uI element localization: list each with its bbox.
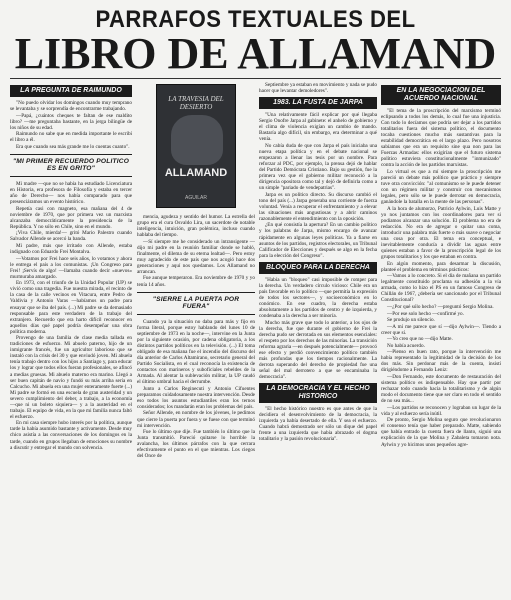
paragraph: "El hecho histórico nuestro es que antes de que la decidiera el desenvolvimiento de la democracia, la izquierda ya había desertado de ella. Y sea el esfuerzo. Cuando habrá demostrado ser sólo un dique del papel frente a una izquierda que había abrazado el dogma totalitario y la pasión revolucionaria". — [259, 406, 377, 443]
book-cover-title: LA TRAVESIA DEL DESIERTO — [168, 95, 224, 111]
paragraph: "No puedo olvidar los domingos cuando muy temprano se levantaba y se sorprendía de encontrarme trabajando. — [10, 100, 132, 113]
paragraph: En algún momento, para desarmar la discusión, planteé el problema en términos prácticos: — [381, 260, 501, 273]
paragraph: Septiembre ya estaban en movimiento y nada se pudo hacer que levantar demoledores". — [259, 82, 377, 95]
paragraph: No había acuerdo. — [387, 342, 425, 349]
book-cover-image — [156, 84, 236, 208]
paragraph: Mucho más grave que todo lo anterior, a los ojos de la derecha, fue que durante el gobierno de Frei la derecha pudo ser derrotada en sus elementos esenciales: el respeto por los derechos de las minorías. La transición reforma agraria —en después potencialmente— provocó ese efecto y perdió convencimiento político también más profundas que los tiempos racionalmente. La derrota superando del derecho de propiedad fue una señal del mal derrotero a que se encaminaba la democracia". — [259, 319, 377, 380]
paragraph: —A mí me parece que sí —dijo Aylwin—. Tiendo a creer que sí. — [381, 323, 501, 336]
paragraph: —Los partidos se reconocen y lograban un lugar de la vida y al esfuerzo sería inútil. — [381, 404, 501, 417]
column-3 — [259, 82, 377, 594]
paragraph: —¿Por qué sólo hecho? —preguntó Sergio Molina. — [387, 304, 494, 310]
paragraph: "Una relativamente fácil explicar por qué llegaba Sergio Onofre Jarpa al gabinete: el anhelo de gobierno y el clima de violencia exigían un cambio de mando. Bastaría algo difícil, sin embargo, era determinar a qué venía. — [259, 112, 377, 143]
paragraph: Cuando ya la situación no daba para más y fijo en forma literal, porque estoy hablando del lunes 10 de septiembre de 1973 en la noche—, intervine en la Junta por la siguiente ocasión, por cadena obligatoria, a los distintos partidos políticos en la televisión. (...) El toma obligado de esa mañana fue el incendio del discurso del día anterior de Carlos Altamirano, secretario general del Partido Socialista, en el cual reconocía la existencia de contactos con marineros y suboficiales rebeldes de la Armada. Al alentar la sublevación militar, la UP caudó el último umbral hacia el derrumbe. — [137, 318, 255, 386]
paragraph: mencia, agudeza y sentido del humor. La estrella del grupo era el cura Osvaldo Lira, un sacerdote de notable inteligencia, intuición, gran polémica, incluso cuando hablaba del tiempo. — [137, 214, 255, 239]
column-1 — [10, 82, 132, 594]
article-headline: LIBRO DE ALLAMAND — [14, 29, 497, 78]
paragraph: Junto a Carlos Reginecuti y Antonio Cifuentes preparamos cuidadosamente nuestra intervención. Desde eso todos los asuntos estudiantiles eran los ternos considerados; los mandarán eran los problemas del país. — [137, 385, 255, 410]
paragraph: Mi padre, más que irritado con Allende, estaba indignado con Eduardo Frei Montalva. — [10, 243, 132, 256]
paragraph: —Don Fernando, este documento de restauración del sistema político es indispensable. Hay que partir por rechazar todo cuando hacia la totalitarismo y de algún modo el documento tiene que ser claro en todo el sentido de no sea más... — [381, 374, 501, 405]
paragraph: Se produjo un silencio. — [387, 317, 435, 324]
subhead-democracia-hecho-historico: LA DEMOCRACIA Y EL HECHO HISTORICO — [259, 383, 377, 403]
paragraph: —Pienso en buen rato, porque la intervención me había representado la legitimidad de la decisión de los dos más. Sin perdonar más de la cuenta, insistí dirigiéndome a Fernando Leniz: — [381, 349, 501, 374]
subhead-bloqueo-derecha: BLOQUEO PARA LA DERECHA — [259, 262, 377, 274]
paragraph: ¿En qué consistía la apertura? En un cambio político y los palabras de Jarpa, mismo encargo de avanzar rápidamente en algunas leyes políticas. Ya a fiarse en asuntos de los partidos, registros electorales, un Tribunal Calificador de Elecciones y después se algo en la fecha para la elección del Congreso". — [259, 222, 377, 259]
paragraph: En 1973, con el triunfo de la Unidad Popular (UP) se vivió como una tragedia. Fue nuestra mirada, el recinto de la casa de la calle vecinos en Vitacura, entre Pedro de Valdivia y Antonio Varas —habíamos un padre para ensayar que se iba del país. (...) Mi padre se da demasiado responsable para este verdadero de la trabajo del extranjero. Recuerdo que era harto difícil reconocer en aquellos días qué papel podría desempeñar una obra política moderna. — [10, 280, 132, 335]
paragraph: —Sí siempre me he considerado un intransigente —dijo mi padre en la reunión familiar donde se habló, finalmente, el dilema de su eterna lealtad—. Pero estoy muy agradecido de este país que nos acogió hace dos generaciones y aquí nos quedamos. Los Allamand no arrancan. — [137, 238, 255, 275]
article-kicker: PARRAFOS TEXTUALES DEL — [95, 6, 416, 33]
paragraph: En mi casa siempre hubo interés por la política, aunque tarde la había asumido bastante y activamente. Desde muy chico asistía a las conversaciones de los domingos en la tarde, cuando en grupos llegaban de emociones su nombre a discutir y entregar el mundo con solvencia. — [10, 420, 132, 451]
subhead-cierre-la-puerta: "SIERRE LA PUERTA POR FUERA" — [137, 292, 255, 315]
paragraph: —Por ese solo hecho —confirmé yo. — [387, 310, 464, 317]
subhead-acuerdo-nacional: EN LA NEGOCIACION DEL ACUERDO NACIONAL — [381, 85, 501, 105]
paragraph: Mi madre —que no se había ha estudiado Licenciatura en Historia, era profesora de Filosofía y estaba en tercer año de Derecho— nos había comparado para que presenciáramos un evento histórico. — [10, 181, 132, 206]
book-cover-author: ALLAMAND — [164, 167, 228, 179]
paragraph: Repetía casi con magneto, esa mañana del 4 de noviembre de 1970, que por primera vez un marxista alcanzaba democráticamente la presidencia de la República. Y no sólo en Chile, sino en el mundo. — [10, 205, 132, 230]
paragraph: Señor Allende, en nombre de los jóvenes, le pedimos que cierre la puerta por fuera y se fuese con que terminó mi intervención. — [137, 410, 255, 429]
subhead-la-pregunta: LA PREGUNTA DE RAIMUNDO — [10, 85, 132, 97]
paragraph: Raimundo no sabe que en medida importante le escribí el libro a él. — [10, 131, 132, 144]
paragraph: Era que cuando sea más grande me lo cuentas cuanto". — [16, 143, 130, 150]
paragraph: No cabía duda de que con Jarpa el país iniciaba una nueva etapa política y en el debate nacional se empezaron a llenar las tesis por un nombre. Para reforzar al PDC, por ejemplo, la prensa dejó de hablar del Partido Demócrata Cristiano. Bajo su gestión, fue la primera vez que el gobierno militar reconoció a la dirigencia opositora como tal y dejó de definirla como a un simple "pariado de vendepatrias". — [259, 142, 377, 192]
paragraph: ¡Viva Chile, mierda!— gritó Mario Palestro cuando Salvador Allende se acercó la banda. — [10, 230, 132, 243]
column-4 — [381, 82, 501, 594]
paragraph: Lo virtual es que a mí siempre la proscripción me pareció un debate más político que práctico y siempre tuve otra convicción: "al comunismo se le puede detener con un régimen militar y construir con mecanismos legales, pero sólo se le puede derrotar en democracia, ganándole la batalla en la mente de las personas". — [381, 168, 501, 206]
paragraph: "Había un "bloqueo" casi imposible de romper para la derecha. Un verdadero círculo vicioso: Chile era un país favorable en lo político —que permitía la expresión de todos los sectores—, y socioeconómico en lo conómico. En ese cuadro, la derecha estaba absolutamente a los partidos de centro y de izquierda, y condenaba a la derecha a ser minoría. — [259, 276, 377, 319]
column-2 — [137, 82, 255, 594]
paragraph: Jarpa es un político directo. Su discurso cambió el tono del país (...) Jarpa generaba una corriente de fuerza voluntad. Venía a recuperar el enfrentamiento y a elevar las situaciones más angustiosas y a abrir caminos razonablemente el entendimiento con la oposición. — [259, 191, 377, 222]
author-portrait — [171, 115, 223, 165]
paragraph: —Papá, ¿cuántos cheques te faltan de ese maldito libro? —me preguntaba bastante, en la jerga bilingüe de los niños de su edad. — [10, 112, 132, 131]
paragraph: —Votamos por Frei hace seis años, lo votamos y ahora le entrega el país a los comunistas. ¡Un Congreso para Frei! ¡Servís de algo! —llamaba cuando decir «nuevos» murmuraba amargado. — [10, 255, 132, 280]
subhead-primer-recuerdo: "MI PRIMER RECUERDO POLITICO ES EN GRITO" — [10, 154, 132, 177]
paragraph: —Vamos a lo concreto. Si el día de mañana un partido legalmente constituido proclama su adhesión a la vía armada, como lo hizo el PS en un famoso Congreso de Chillán de 1967, ¿debería ser sancionado por el Tribunal Constitucional? — [381, 273, 501, 304]
paragraph: A la hora de alumorzo, Patricio Aylwin, Luis Matte y yo nos juntamos con los coordinadores para ver si podíamos alcanzar una solución. El problema no era de redacción. No era de agregar o quitar una coma, introducir una palabra más fuerte o más suave o negociar una cosa por otra. El tema era conceptual, e inevitablemente conducía a dividir las aguas entre quienes estaban a favor de la proscripción legal de los grupos totalitarios y los que estaban en contra. — [381, 205, 501, 261]
paragraph: Provengo de una familia de clase media tallada en tradiciones de esfuerzo. Mi abuelo paterno, hijo de un inmigrante francés, fue un agricultor laborioso que se instaló con la crisis del 30 y que enviudó joven. Mi abuela tenía trabajo dentro con los hijos a Santiago y, para educar los y lograr que todos ellos fueran profesionales, se afincó a medias gruesas. Mi abuelo materno era marino. Llegó a ser buen capitán de navío y fundó su más arriba sería en Calcucho. Mi abuela era una mujer enteramente fuerte (...) Mi padre se formó en una escuela de gran austeridad y un severo cumplimiento del deber, a trabajo, a la economía —que ni un boleto siquiera— y a la austeridad en el trabajo. El equipo de vida, en la que mi familia nunca faltó el esfuerzo. — [10, 335, 132, 420]
subhead-fusta-de-jarpa: 1983. LA FUSTA DE JARPA — [259, 97, 377, 109]
headline-rule — [10, 78, 501, 79]
paragraph: "El tema de la proscripción del marxismo terminó eclipsando a todos los demás, lo cual fue una injusticia. Con todo lo decíamos que podría ser dejar a los partidos totalitarios fuera del sistema político, el documento tocaba cuestiones mucho más sustantivas para la estabilidad democrática en el largo plazo. Pero nosotros sabíamos que era un requisito sine qua non para las Fuerzas Armadas: ellos exigirían que el futuro sistema político estuviera constitucionalmente "inmunizado" contra la acción de los partidos marxistas. — [381, 108, 501, 169]
paragraph: Fue aunque temperaron. Era noviembre de 1970 y yo tenía 14 años. — [137, 275, 255, 288]
paragraph: —Yo creo que no —dijo Matte. — [387, 336, 453, 343]
book-cover-publisher: AGUILAR — [185, 194, 207, 201]
newspaper-page — [6, 4, 505, 596]
paragraph: Fue lo último que dije. Fue también lo último que la Junta transmitió. Pareció quitarse lo horrible la avalancha, los últimos párrafos con la que cerrara efectivamente el punto en el que mientras. Los ciegos del Once de — [137, 429, 255, 460]
paragraph: De pronto, Sergio Molina seguro que revolucionaron el consenso tenía que haber preparado. Matte, sabiendo que había entrado la cuenta fuera de llanto, siguió una explicación de la que Molina y Zabaleta tomaron nota. Aylwin y yo hicimos unos pequeños agre- — [381, 417, 501, 448]
